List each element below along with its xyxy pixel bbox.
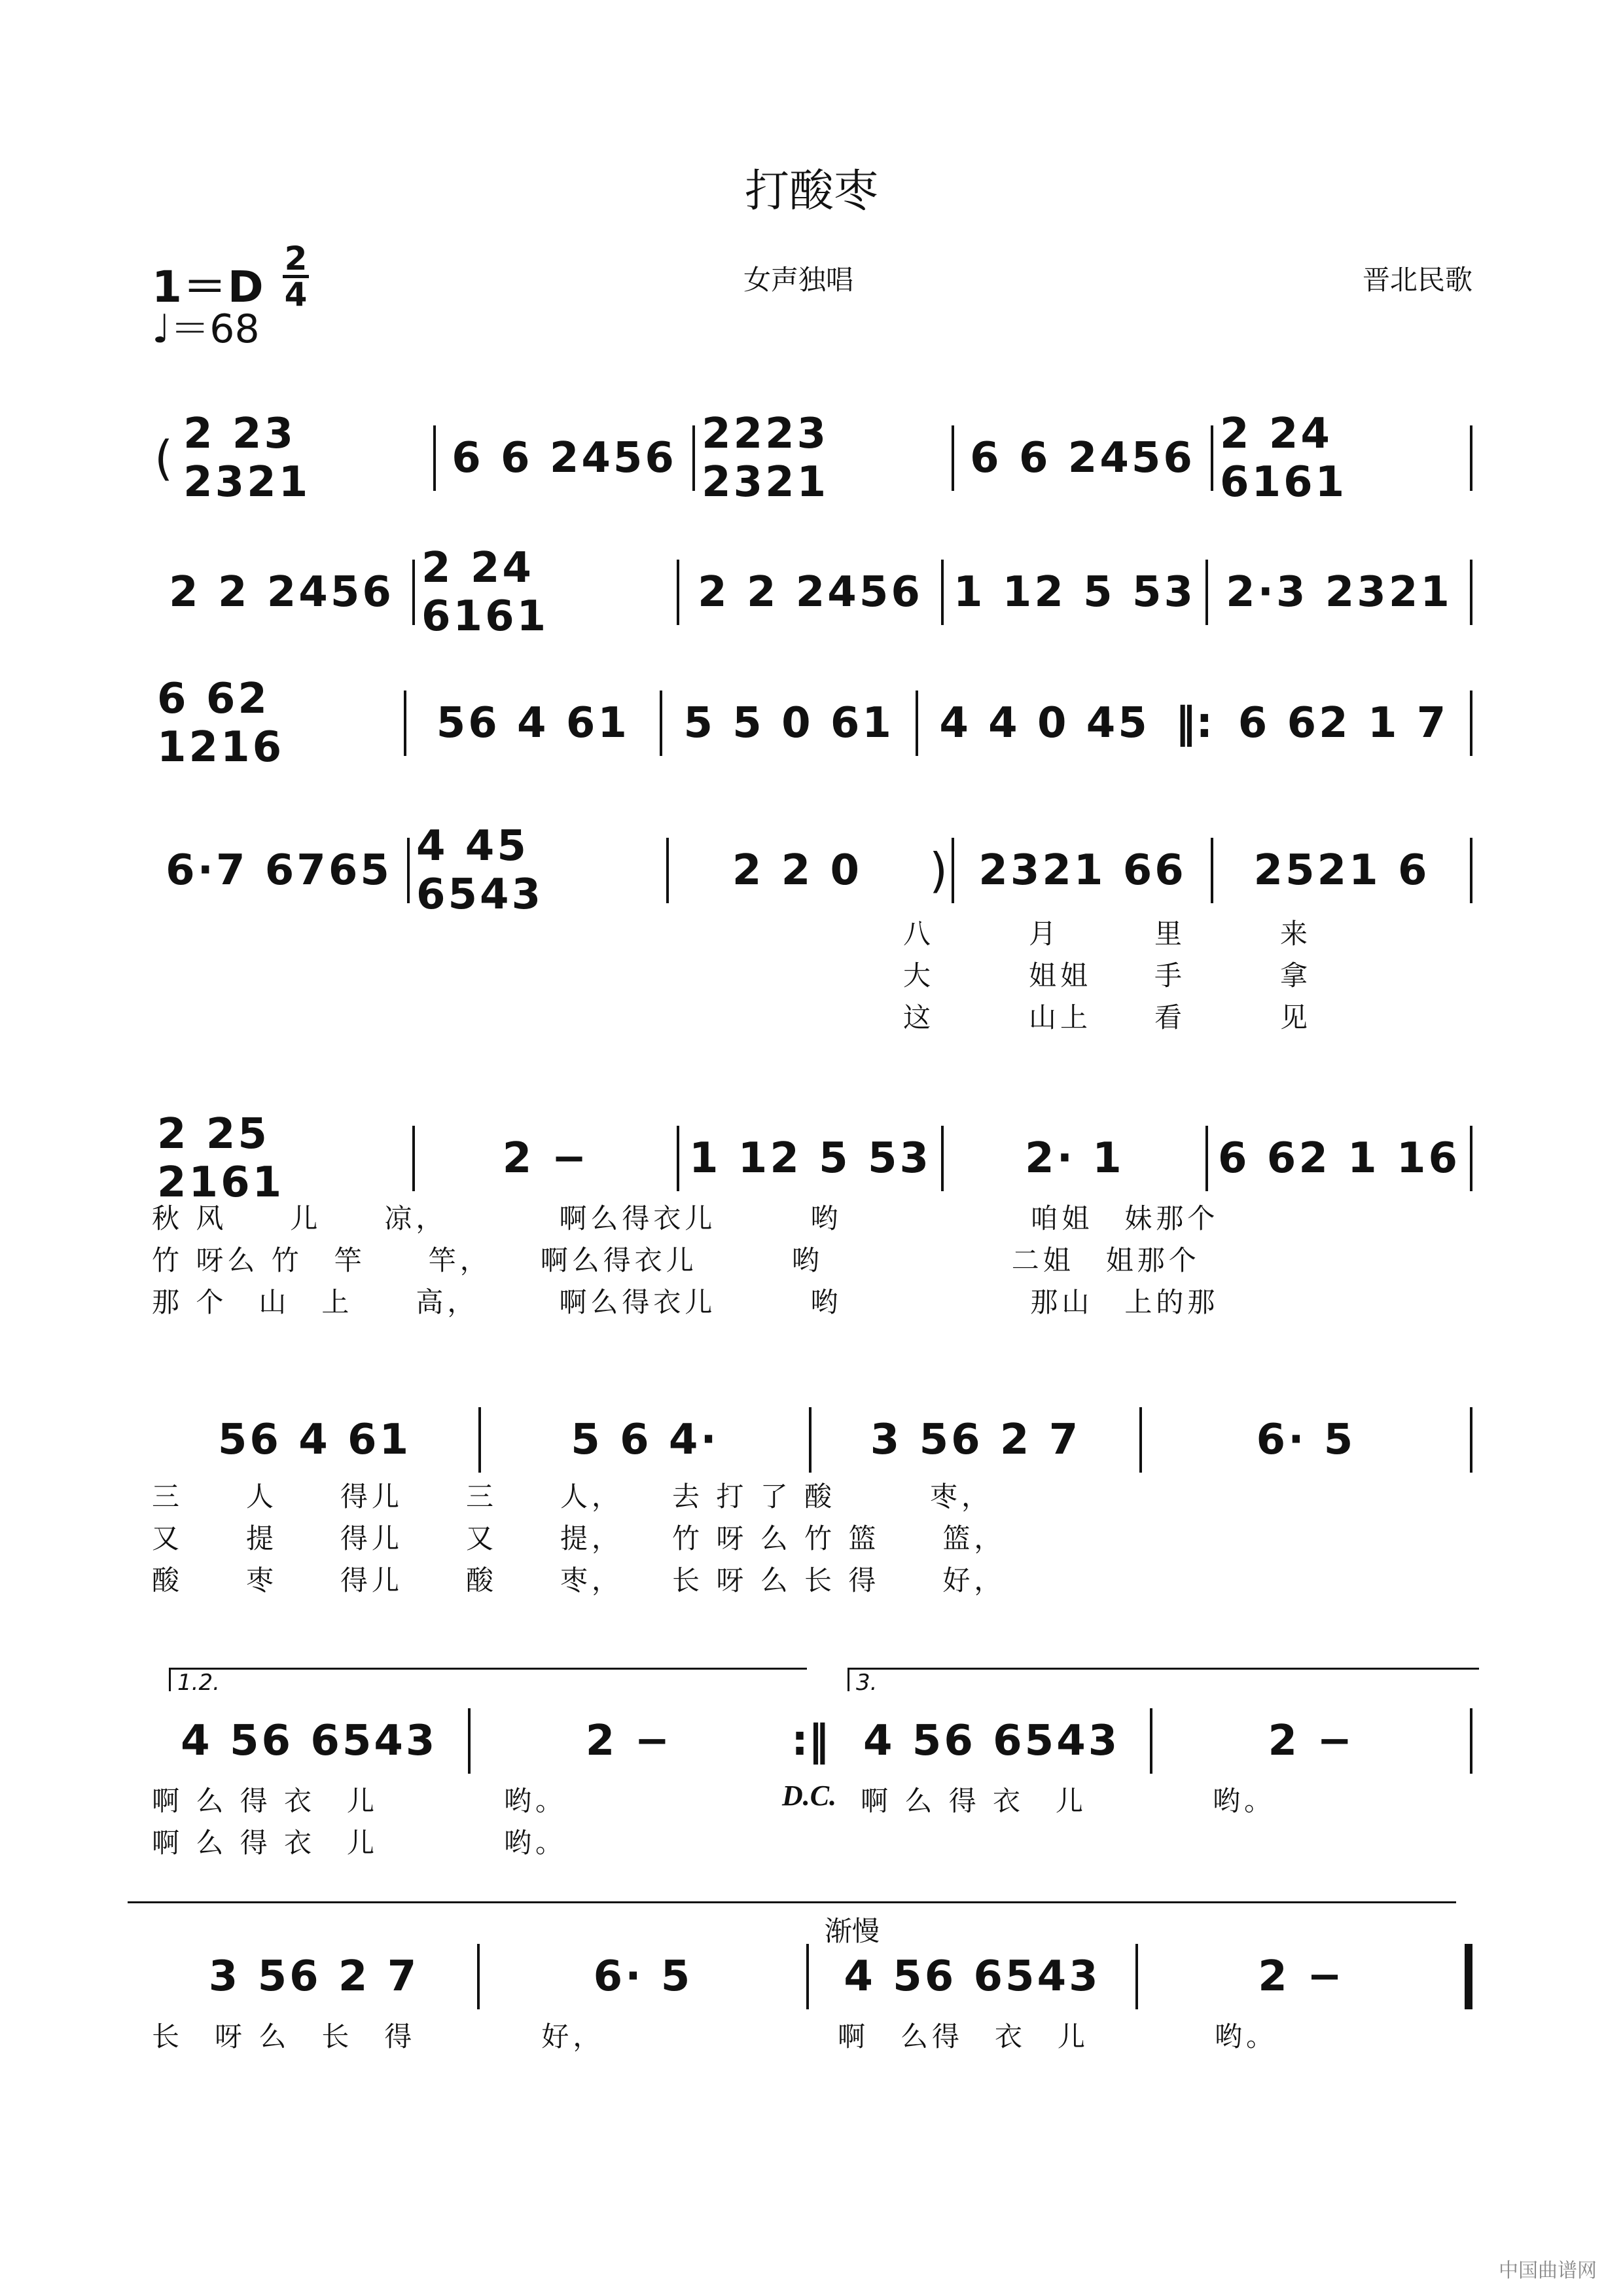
lyrics-verse-3-line4: 这 山上 看 见 (903, 1001, 1312, 1033)
measure: 3 56 2 7 (870, 1416, 1081, 1464)
measure: 2 23 2321 (183, 410, 311, 507)
final-barline (1465, 1944, 1472, 2009)
repeat-start-sign: ‖: (1175, 699, 1213, 747)
lyrics-verse-1-line6: 三 人 得儿 三 人， 去 打 了 酸 枣， (152, 1480, 993, 1513)
score-line-5 (151, 1110, 1472, 1207)
barline (1470, 1126, 1472, 1191)
lyrics-verse-3-line6: 酸 枣 得儿 酸 枣， 长 呀 么 长 得 好， (152, 1564, 1006, 1596)
lyrics-verse-1-line4: 八 月 里 来 (903, 918, 1312, 950)
lyrics-verse-3-line5: 那 个 山 上 高， 啊么得衣儿 哟 那山 上的那 (152, 1286, 1219, 1318)
barline (1470, 1708, 1472, 1774)
key-signature: 1＝D (152, 262, 265, 312)
open-paren: ( (154, 431, 173, 486)
measure: 5 5 0 61 (683, 699, 894, 747)
score-line-6 (151, 1401, 1472, 1479)
measure: 2 2 2456 (698, 568, 923, 617)
measure: 2 24 6161 (1220, 410, 1347, 507)
meter-bottom: 4 (284, 276, 308, 314)
measure: 5 6 4· (571, 1416, 719, 1464)
coda-bracket-line (128, 1901, 1456, 1903)
repeat-end-sign: :‖ (791, 1717, 829, 1765)
score-line-4 (151, 822, 1472, 919)
performer-label: 女声独唱 (743, 264, 853, 296)
score-line-8 (151, 1937, 1472, 2016)
measure: 4 56 6543 (181, 1717, 438, 1765)
meter-top: 2 (284, 240, 308, 278)
song-title: 打酸枣 (744, 166, 878, 217)
site-watermark: 中国曲谱网 (1499, 2259, 1597, 2282)
measure: 2 24 6161 (421, 544, 549, 641)
measure: 4 56 6543 (863, 1717, 1120, 1765)
measure: 2 2 2456 (169, 568, 394, 617)
measure: 6·7 6765 (166, 846, 392, 895)
score-line-2 (151, 544, 1472, 641)
measure: 2·3 2321 (1226, 568, 1452, 617)
score-line-7 (151, 1702, 1472, 1780)
lyrics-line8-b: 啊 么得 衣 儿 哟。 (838, 2020, 1278, 2053)
measure: 6· 5 (1256, 1416, 1356, 1464)
score-line-1 (151, 410, 1472, 507)
measure: 2223 2321 (702, 410, 829, 507)
measure: 2521 6 (1253, 846, 1430, 895)
score-line-3 (151, 675, 1472, 772)
measure: 56 4 61 (217, 1416, 412, 1464)
lyrics-third-ending-line7: 啊 么 得 衣 儿 哟。 (861, 1785, 1276, 1817)
measure: 6 62 1216 (157, 675, 285, 772)
lyrics-line8-a: 长 呀 么 长 得 好， (152, 2020, 605, 2053)
measure: 6 62 1 16 (1217, 1134, 1461, 1183)
lyrics-verse-2-line7: 啊 么 得 衣 儿 哟。 (152, 1827, 567, 1859)
measure: 2321 66 (978, 846, 1186, 895)
measure: 2 2 0 (732, 846, 863, 895)
measure: 6 62 1 7 (1238, 699, 1449, 747)
measure: 56 4 61 (436, 699, 630, 747)
measure: 2 25 2161 (157, 1110, 285, 1207)
barline (1470, 1407, 1472, 1473)
lyrics-verse-1-line5: 秋 风 儿 凉， 啊么得衣儿 哟 咱姐 妹那个 (152, 1202, 1219, 1234)
barline (1470, 425, 1472, 491)
measure: 1 12 5 53 (688, 1134, 932, 1183)
barline (1470, 838, 1472, 903)
measure: 2 − (502, 1134, 590, 1183)
lyrics-verse-2-line5: 竹 呀么 竹 竿 竿， 啊么得衣儿 哟 二姐 姐那个 (152, 1244, 1200, 1276)
lyrics-verse-2-line4: 大 姐姐 手 拿 (903, 960, 1312, 992)
measure: 4 45 6543 (416, 822, 544, 919)
measure: 6 6 2456 (970, 434, 1195, 482)
barline (1470, 560, 1472, 625)
origin-label: 晋北民歌 (1362, 264, 1472, 296)
volta-first-ending: 1.2. (169, 1668, 807, 1691)
measure: 2 − (1268, 1717, 1355, 1765)
measure: 4 4 0 45 (939, 699, 1150, 747)
measure: 2· 1 (1025, 1134, 1124, 1183)
tempo-marking: ♩＝68 (152, 306, 260, 352)
close-paren: ) (929, 843, 948, 898)
measure: 2 − (1258, 1952, 1345, 2001)
ritardando-marking: 渐慢 (825, 1915, 880, 1947)
measure: 4 56 6543 (844, 1952, 1101, 2001)
lyrics-verse-1-line7: 啊 么 得 衣 儿 哟。 (152, 1785, 567, 1817)
lyrics-verse-2-line6: 又 提 得儿 又 提， 竹 呀 么 竹 篮 篮， (152, 1522, 1006, 1554)
volta-third-ending: 3. (847, 1668, 1479, 1691)
measure: 6· 5 (593, 1952, 693, 2001)
measure: 2 − (585, 1717, 673, 1765)
measure: 3 56 2 7 (208, 1952, 419, 2001)
measure: 6 6 2456 (452, 434, 677, 482)
measure: 1 12 5 53 (953, 568, 1196, 617)
da-capo-marking: D.C. (782, 1780, 837, 1812)
barline (1470, 691, 1472, 756)
